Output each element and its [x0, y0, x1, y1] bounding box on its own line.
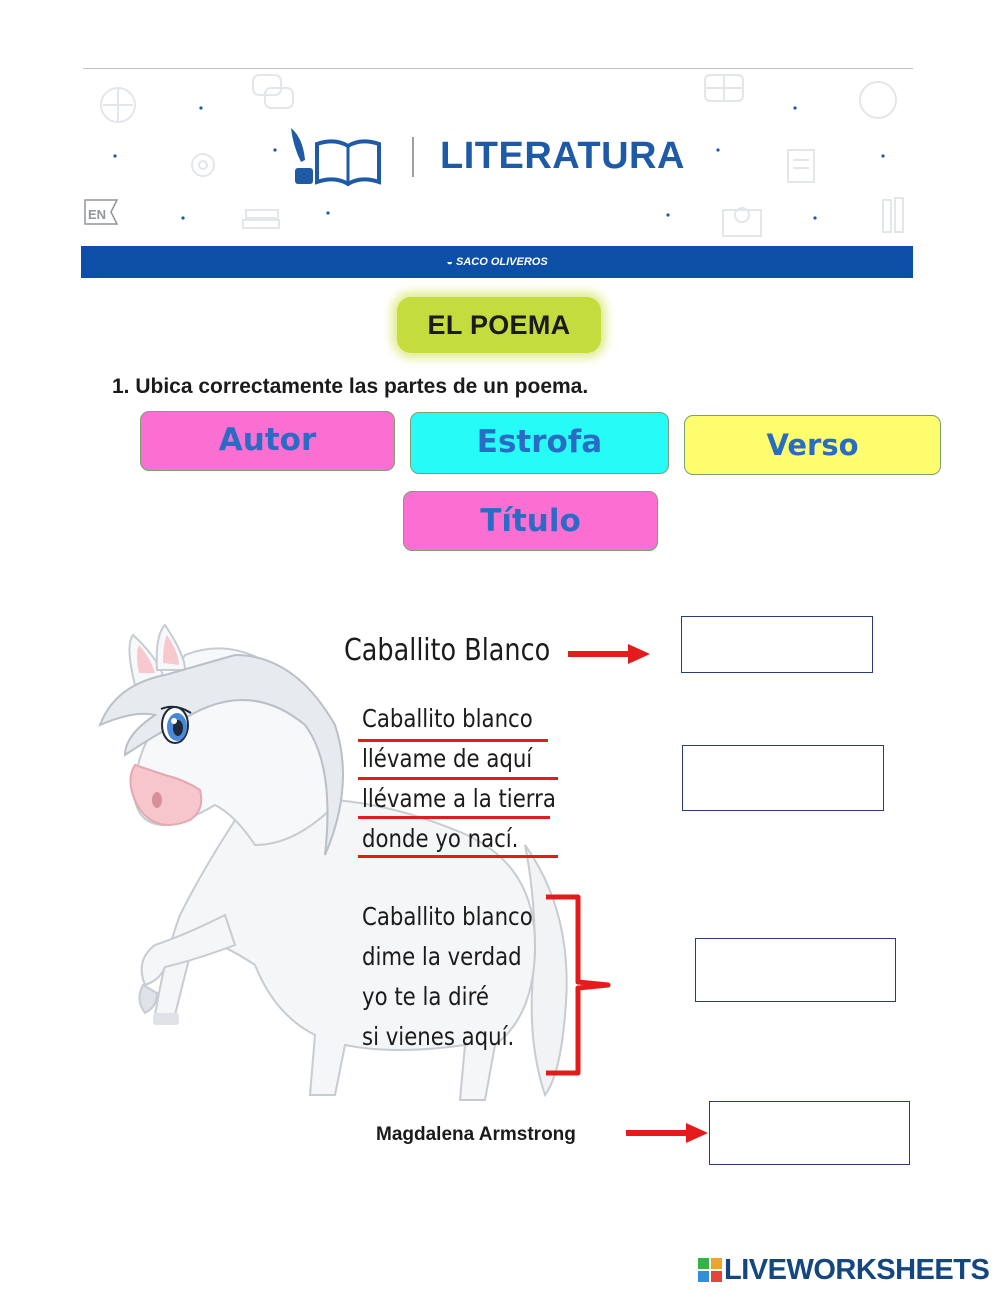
verse-underline	[358, 816, 550, 819]
stanza-2-verse-4: si vienes aquí.	[362, 1022, 515, 1051]
book-stack-icon	[883, 200, 891, 232]
poem-author: Magdalena Armstrong	[376, 1124, 576, 1145]
chat-icon	[253, 75, 281, 95]
arrow-to-title-box	[566, 642, 652, 666]
instruction-text: 1. Ubica correctamente las partes de un poema.	[112, 375, 589, 398]
quill-book-logo	[285, 122, 385, 192]
stanza-1-verse-4: donde yo nací.	[362, 824, 519, 853]
brain-icon	[860, 82, 896, 118]
drop-box-stanza[interactable]	[695, 938, 896, 1002]
stanza-bracket	[540, 892, 612, 1078]
drop-box-verse[interactable]	[682, 745, 884, 811]
arrow-to-author-box	[624, 1121, 710, 1145]
liveworksheets-brand: LIVEWORKSHEETS	[724, 1254, 990, 1286]
drop-box-title[interactable]	[681, 616, 873, 673]
document-icon	[788, 150, 814, 182]
stanza-2-verse-3: yo te la diré	[362, 982, 489, 1011]
en-badge: EN	[88, 207, 107, 222]
verse-underline	[358, 855, 558, 858]
stanza-2-verse-2: dime la verdad	[362, 942, 522, 971]
verse-underline	[358, 777, 558, 780]
verse-underline	[358, 739, 548, 742]
books-icon	[243, 220, 279, 228]
drop-box-author[interactable]	[709, 1101, 910, 1165]
answer-chip-autor[interactable]: Autor	[140, 411, 395, 471]
stanza-1-verse-1: Caballito blanco	[362, 704, 533, 733]
header-divider	[412, 137, 414, 177]
answer-chip-verso[interactable]: Verso	[684, 415, 941, 475]
page-title: LITERATURA	[440, 135, 685, 177]
stanza-1-verse-2: llévame de aquí	[362, 744, 533, 773]
brand-name: SACO OLIVEROS	[455, 256, 548, 268]
stanza-1-verse-3: llévame a la tierra	[362, 784, 556, 813]
globe-grid	[103, 88, 133, 122]
gear-icon	[192, 154, 214, 176]
answer-chip-titulo[interactable]: Título	[403, 491, 658, 551]
topic-title: EL POEMA	[397, 297, 601, 353]
brand-label	[81, 246, 913, 278]
liveworksheets-logo-icon	[698, 1258, 722, 1282]
horse-illustration	[95, 615, 615, 1110]
stanza-2-verse-1: Caballito blanco	[362, 902, 533, 931]
brand-mark-icon: ◒	[446, 256, 453, 268]
poem-title: Caballito Blanco	[344, 633, 551, 668]
answer-chip-estrofa[interactable]: Estrofa	[410, 412, 669, 474]
header-rule	[83, 68, 913, 69]
